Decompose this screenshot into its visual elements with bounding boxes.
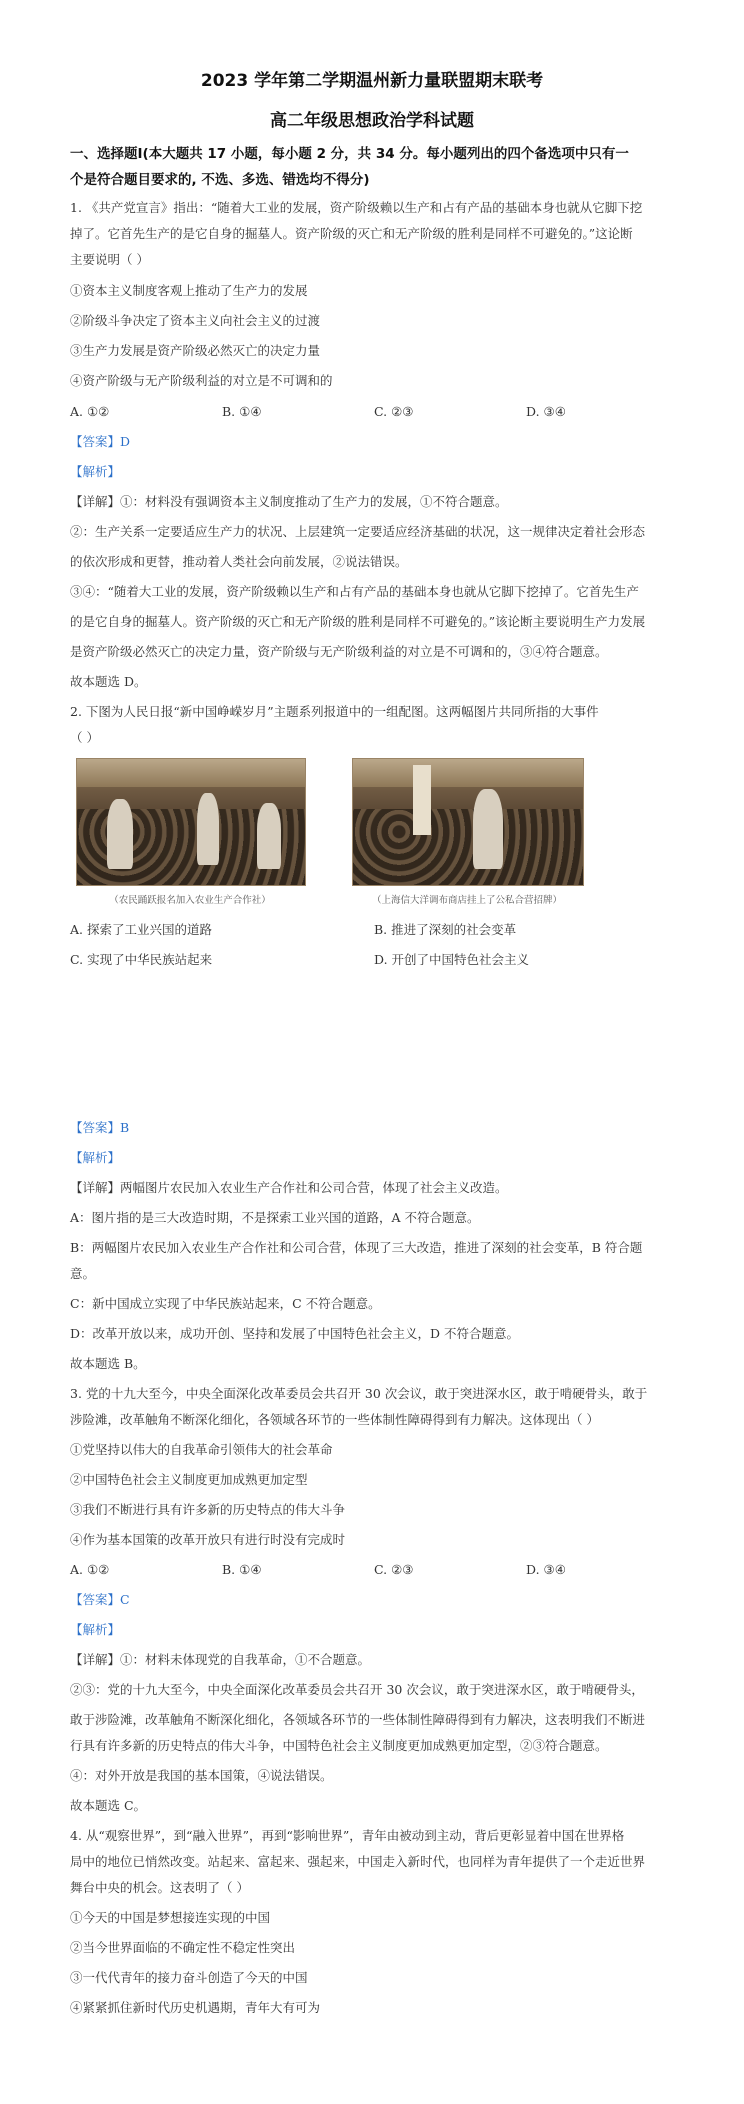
q4-stem-line: 局中的地位已悄然改变。站起来、富起来、强起来，中国走入新时代，也同样为青年提供了一个走近世界 xyxy=(70,1854,646,1869)
exam-subtitle: 高二年级思想政治学科试题 xyxy=(270,111,474,131)
q2-detail-line: 【详解】两幅图片农民加入农业生产合作社和公司合营，体现了社会主义改造。 xyxy=(70,1180,508,1195)
q3-option-b: B. ①④ xyxy=(222,1562,262,1577)
q1-stem-line: 主要说明（ ） xyxy=(70,252,149,267)
exam-title: 2023 学年第二学期温州新力量联盟期末联考 xyxy=(200,71,544,91)
q3-option-d: D. ③④ xyxy=(526,1562,566,1577)
q1-option-c: C. ②③ xyxy=(374,404,414,419)
q1-detail-line: 故本题选 D。 xyxy=(70,674,147,689)
q1-detail-line: 的依次形成和更替，推动着人类社会向前发展，②说法错误。 xyxy=(70,554,408,569)
q2-analysis-label: 【解析】 xyxy=(70,1150,121,1165)
q2-detail-line: C：新中国成立实现了中华民族站起来，C 不符合题意。 xyxy=(70,1296,381,1311)
q1-detail-line: ③④：“随着大工业的发展，资产阶级赖以生产和占有产品的基础本身也就从它脚下挖掉了。它首先生产 xyxy=(70,584,639,599)
section-heading-line2: 个是符合题目要求的, 不选、多选、错选均不得分) xyxy=(70,172,370,188)
q2-stem-line: 2. 下图为人民日报“新中国峥嵘岁月”主题系列报道中的一组配图。这两幅图片共同所指的大事件 xyxy=(70,704,599,719)
q2-option-b: B. 推进了深刻的社会变革 xyxy=(374,922,517,937)
q3-detail-line: 故本题选 C。 xyxy=(70,1798,147,1813)
q1-item: ③生产力发展是资产阶级必然灭亡的决定力量 xyxy=(70,343,321,358)
q2-detail-line: D：改革开放以来，成功开创、坚持和发展了中国特色社会主义，D 不符合题意。 xyxy=(70,1326,520,1341)
q1-option-b: B. ①④ xyxy=(222,404,262,419)
q4-stem-line: 4. 从“观察世界”，到“融入世界”，再到“影响世界”，青年由被动到主动，背后更彰显着中国在世界格 xyxy=(70,1828,625,1843)
photo-public-private-partnership xyxy=(352,758,584,886)
q4-item: ②当今世界面临的不确定性不稳定性突出 xyxy=(70,1940,296,1955)
q1-detail-line: 的是它自身的掘墓人。资产阶级的灭亡和无产阶级的胜利是同样不可避免的。”该论断主要说明生产力发展 xyxy=(70,614,646,629)
q2-detail-line: 意。 xyxy=(70,1266,96,1281)
q2-detail-line: B：两幅图片农民加入农业生产合作社和公司合营，体现了三大改造，推进了深刻的社会变革，B 符合题 xyxy=(70,1240,643,1255)
q1-item: ④资产阶级与无产阶级利益的对立是不可调和的 xyxy=(70,373,333,388)
q2-stem-line: （ ） xyxy=(70,730,99,745)
q1-option-a: A. ①② xyxy=(70,404,110,419)
q1-stem-line: 掉了。它首先生产的是它自身的掘墓人。资产阶级的灭亡和无产阶级的胜利是同样不可避免的。”这论断 xyxy=(70,226,633,241)
q1-analysis-label: 【解析】 xyxy=(70,464,121,479)
q3-item: ①党坚持以伟大的自我革命引领伟大的社会革命 xyxy=(70,1442,333,1457)
q1-detail-line: ②：生产关系一定要适应生产力的状况、上层建筑一定要适应经济基础的状况，这一规律决定着社会形态 xyxy=(70,524,646,539)
q3-detail-line: ②③：党的十九大至今，中央全面深化改革委员会共召开 30 次会议，敢于突进深水区，敢于啃硬骨头， xyxy=(70,1682,644,1697)
q2-option-d: D. 开创了中国特色社会主义 xyxy=(374,952,530,967)
q1-detail-line: 是资产阶级必然灭亡的决定力量，资产阶级与无产阶级利益的对立是不可调和的，③④符合题意。 xyxy=(70,644,608,659)
q3-item: ④作为基本国策的改革开放只有进行时没有完成时 xyxy=(70,1532,346,1547)
photo-caption-right: （上海信大洋调布商店挂上了公私合营招牌） xyxy=(371,895,562,906)
q1-option-d: D. ③④ xyxy=(526,404,566,419)
q3-stem-line: 3. 党的十九大至今，中央全面深化改革委员会共召开 30 次会议，敢于突进深水区，敢于啃硬骨头，敢于 xyxy=(70,1386,648,1401)
q4-item: ①今天的中国是梦想接连实现的中国 xyxy=(70,1910,271,1925)
q3-stem-line: 涉险滩，改革触角不断深化细化，各领域各环节的一些体制性障碍得到有力解决。这体现出（ ） xyxy=(70,1412,599,1427)
q3-detail-line: 【详解】①：材料未体现党的自我革命，①不合题意。 xyxy=(70,1652,371,1667)
q3-answer: 【答案】C xyxy=(70,1592,130,1607)
q1-answer: 【答案】D xyxy=(70,434,131,449)
q3-detail-line: 敢于涉险滩，改革触角不断深化细化，各领域各环节的一些体制性障碍得到有力解决，这表明我们不断进 xyxy=(70,1712,646,1727)
q2-detail-line: A：图片指的是三大改造时期，不是探索工业兴国的道路，A 不符合题意。 xyxy=(70,1210,480,1225)
q2-option-c: C. 实现了中华民族站起来 xyxy=(70,952,213,967)
q1-detail-line: 【详解】①：材料没有强调资本主义制度推动了生产力的发展，①不符合题意。 xyxy=(70,494,508,509)
q2-detail-line: 故本题选 B。 xyxy=(70,1356,146,1371)
q3-option-c: C. ②③ xyxy=(374,1562,414,1577)
q3-option-a: A. ①② xyxy=(70,1562,110,1577)
q3-item: ③我们不断进行具有许多新的历史特点的伟大斗争 xyxy=(70,1502,346,1517)
q3-detail-line: 行具有许多新的历史特点的伟大斗争，中国特色社会主义制度更加成熟更加定型，②③符合题意。 xyxy=(70,1738,608,1753)
photo-caption-left: （农民踊跃报名加入农业生产合作社） xyxy=(109,895,271,906)
q4-item: ③一代代青年的接力奋斗创造了今天的中国 xyxy=(70,1970,308,1985)
section-heading-line1: 一、选择题Ⅰ(本大题共 17 小题，每小题 2 分，共 34 分。每小题列出的四个备选项中只有一 xyxy=(70,146,629,162)
q4-item: ④紧紧抓住新时代历史机遇期，青年大有可为 xyxy=(70,2000,321,2015)
q2-option-a: A. 探索了工业兴国的道路 xyxy=(70,922,212,937)
photo-farmers-cooperative xyxy=(76,758,306,886)
q3-detail-line: ④：对外开放是我国的基本国策，④说法错误。 xyxy=(70,1768,333,1783)
q4-stem-line: 舞台中央的机会。这表明了（ ） xyxy=(70,1880,249,1895)
q1-item: ①资本主义制度客观上推动了生产力的发展 xyxy=(70,283,308,298)
q3-item: ②中国特色社会主义制度更加成熟更加定型 xyxy=(70,1472,308,1487)
q1-stem-line: 1. 《共产党宣言》指出：“随着大工业的发展，资产阶级赖以生产和占有产品的基础本身也就从它脚下挖 xyxy=(70,200,643,215)
q2-answer: 【答案】B xyxy=(70,1120,130,1135)
q3-analysis-label: 【解析】 xyxy=(70,1622,121,1637)
q1-item: ②阶级斗争决定了资本主义向社会主义的过渡 xyxy=(70,313,321,328)
